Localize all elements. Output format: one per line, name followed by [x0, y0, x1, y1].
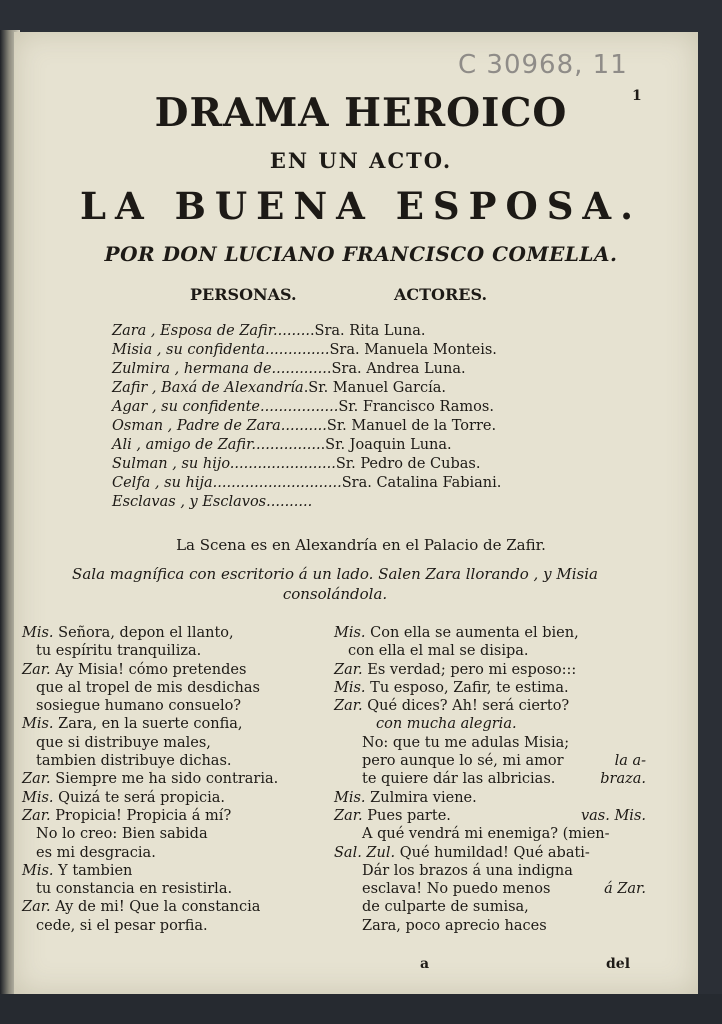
dialogue-line — [22, 752, 322, 770]
dialogue-line — [22, 642, 322, 660]
page-bottom-edge — [0, 994, 722, 1024]
dialogue-line — [334, 770, 646, 788]
dialogue-line — [22, 715, 322, 733]
speaker-abbrev: Zar. — [22, 807, 51, 824]
cast-actor: .Sr. Joaquin Luna. — [320, 437, 452, 453]
dialogue-text: Dár los brazos á una indigna — [362, 862, 573, 879]
dialogue-line — [22, 697, 322, 715]
cast-role: Esclavas , y Esclavos.......... — [112, 494, 313, 510]
speaker-abbrev: Mis. — [334, 625, 366, 641]
cast-actor: Sr. Manuel de la Torre. — [326, 418, 497, 434]
library-shelfmark: C 30968, 11 — [458, 50, 628, 80]
scene-setting: La Scena es en Alexandría en el Palacio de Zafir. — [176, 536, 546, 554]
dialogue-text: Ay Misia! cómo pretendes — [50, 661, 247, 678]
speaker-abbrev: Zar. — [334, 698, 363, 715]
stage-note: vas. Mis. — [580, 807, 646, 824]
dialogue-line — [22, 624, 322, 642]
cast-list — [112, 322, 501, 512]
personas-header: PERSONAS. — [190, 285, 297, 304]
dialogue-text: sosiegue humano consuelo? — [36, 698, 242, 715]
speaker-abbrev: Mis. — [22, 625, 54, 641]
dialogue-text: que si distribuye males, — [36, 734, 211, 751]
dialogue-line — [334, 642, 646, 660]
dialogue-text: Quizá te será propicia. — [53, 789, 226, 806]
dialogue-line — [22, 661, 322, 679]
cast-row — [112, 493, 501, 512]
dialogue-text: Con ella se aumenta el bien, — [365, 625, 579, 641]
dialogue-line — [22, 807, 322, 825]
dialogue-text: con ella el mal se disipa. — [348, 643, 529, 660]
cast-actor: Sra. Catalina Fabiani. — [341, 475, 502, 491]
dialogue-text: tu espíritu tranquiliza. — [36, 643, 202, 660]
dialogue-text: Señora, depon el llanto, — [53, 625, 234, 641]
cast-role: Agar , su confidente................. — [112, 399, 339, 415]
dialogue-line — [22, 898, 322, 916]
dialogue-line — [22, 917, 322, 935]
dialogue-text: Qué humildad! Qué abati- — [395, 844, 590, 861]
cast-role: Zafir , Baxá de Alexandría — [112, 380, 304, 396]
speaker-abbrev: Mis. — [22, 716, 54, 733]
cast-actor: .Sra. Rita Luna. — [309, 323, 426, 339]
dialogue-text: tu constancia en resistirla. — [36, 881, 233, 898]
stage-note: la a- — [614, 753, 646, 770]
speaker-abbrev: Sal. Zul. — [334, 844, 396, 861]
dialogue-text: Qué dices? Ah! será cierto? — [362, 698, 570, 715]
dialogue-text: No: que tu me adulas Misia; — [362, 734, 570, 751]
catchword: del — [606, 956, 631, 972]
speaker-abbrev: Zar. — [22, 661, 51, 678]
dialogue-line — [334, 880, 646, 898]
dialogue-line — [334, 752, 646, 770]
dialogue-line — [334, 661, 646, 679]
speaker-abbrev: Mis. — [22, 862, 54, 879]
cast-actor: .Sra. Andrea Luna. — [326, 361, 466, 377]
cast-role: Zulmira , hermana de............ — [112, 361, 327, 377]
dialogue-text: Zara, poco aprecio haces — [362, 917, 547, 934]
cast-actor: Sra. Manuela Monteis. — [329, 342, 497, 358]
speaker-abbrev: Zar. — [22, 771, 51, 788]
cast-row — [112, 474, 501, 493]
dialogue-line — [334, 715, 646, 733]
dialogue-text: te quiere dár las albricias. — [362, 771, 556, 788]
cast-row — [112, 341, 501, 360]
speaker-abbrev: Zar. — [334, 807, 363, 824]
dialogue-text: Es verdad; pero mi esposo::: — [362, 661, 577, 678]
dialogue-line — [22, 825, 322, 843]
cast-row — [112, 379, 501, 398]
signature-mark: a — [420, 956, 430, 972]
right-dialogue-column — [334, 624, 646, 935]
stage-direction: Sala magnífica con escritorio á un lado. Salen Zara llorando , y Misia consolándola. — [72, 565, 598, 603]
dialogue-text: Zara, en la suerte confia, — [53, 716, 243, 733]
dialogue-line — [334, 862, 646, 880]
dialogue-line — [334, 898, 646, 916]
left-dialogue-column — [22, 624, 322, 935]
cast-role: Osman , Padre de Zara.......... — [112, 418, 327, 434]
dialogue-line — [22, 789, 322, 807]
cast-actor: Sr. Francisco Ramos. — [338, 399, 494, 415]
dialogue-text: cede, si el pesar porfia. — [36, 917, 208, 934]
dialogue-text: esclava! No puedo menos — [362, 881, 551, 898]
title-en-un-acto: EN UN ACTO. — [269, 148, 453, 173]
cast-actor: Sr. Pedro de Cubas. — [335, 456, 481, 472]
dialogue-line — [334, 917, 646, 935]
dialogue-line — [22, 734, 322, 752]
cast-row — [112, 322, 501, 341]
dialogue-line — [334, 807, 646, 825]
speaker-abbrev: Zar. — [22, 899, 51, 916]
cast-actor: .Sr. Manuel García. — [303, 380, 446, 396]
actores-header: ACTORES. — [394, 285, 488, 304]
dialogue-line — [334, 624, 646, 642]
cast-role: Misia , su confidenta.............. — [112, 342, 330, 358]
dialogue-text: Propicia! Propicia á mí? — [50, 807, 232, 824]
page-number: 1 — [632, 88, 642, 104]
dialogue-text: es mi desgracia. — [36, 844, 156, 861]
cast-row — [112, 360, 501, 379]
cast-row — [112, 398, 501, 417]
speaker-abbrev: Mis. — [334, 789, 366, 806]
dialogue-text: Zulmira viene. — [365, 789, 477, 806]
dialogue-line — [22, 880, 322, 898]
speaker-abbrev: Mis. — [22, 789, 54, 806]
dialogue-text: Tu esposo, Zafir, te estima. — [365, 679, 569, 696]
dialogue-text: No lo creo: Bien sabida — [36, 826, 208, 843]
dialogue-text: que al tropel de mis desdichas — [36, 679, 260, 696]
speaker-abbrev: Zar. — [334, 661, 363, 678]
cast-role: Sulman , su hijo....................... — [112, 456, 336, 472]
cast-row — [112, 455, 501, 474]
author-line: POR DON LUCIANO FRANCISCO COMELLA. — [104, 242, 618, 266]
dialogue-line — [22, 862, 322, 880]
dialogue-text: Pues parte. — [362, 807, 451, 824]
stage-note: braza. — [600, 771, 646, 788]
cast-role: Celfa , su hija............................ — [112, 475, 342, 491]
dialogue-text: con mucha alegria. — [376, 716, 517, 733]
speaker-abbrev: Mis. — [334, 679, 366, 696]
dialogue-line — [334, 679, 646, 697]
dialogue-text: Y tambien — [53, 862, 133, 879]
cast-role: Zara , Esposa de Zafir........ — [112, 323, 310, 339]
dialogue-text: Siempre me ha sido contraria. — [50, 771, 279, 788]
title-la-buena-esposa: LA BUENA ESPOSA. — [79, 184, 643, 228]
dialogue-line — [334, 734, 646, 752]
dialogue-line — [334, 844, 646, 862]
dialogue-line — [334, 825, 646, 843]
dialogue-line — [22, 770, 322, 788]
dialogue-line — [334, 697, 646, 715]
cast-row — [112, 417, 501, 436]
dialogue-line — [22, 844, 322, 862]
title-drama-heroico: DRAMA HEROICO — [154, 90, 568, 136]
dialogue-text: Ay de mi! Que la constancia — [50, 899, 261, 916]
dialogue-text: tambien distribuye dichas. — [36, 753, 232, 770]
cast-row — [112, 436, 501, 455]
dialogue-text: A qué vendrá mi enemiga? (mien- — [362, 826, 610, 843]
cast-role: Ali , amigo de Zafir............... — [112, 437, 321, 453]
dialogue-text: pero aunque lo sé, mi amor — [362, 753, 564, 770]
dialogue-line — [22, 679, 322, 697]
stage-note: á Zar. — [604, 881, 646, 898]
dialogue-line — [334, 789, 646, 807]
dialogue-text: de culparte de sumisa, — [362, 899, 529, 916]
